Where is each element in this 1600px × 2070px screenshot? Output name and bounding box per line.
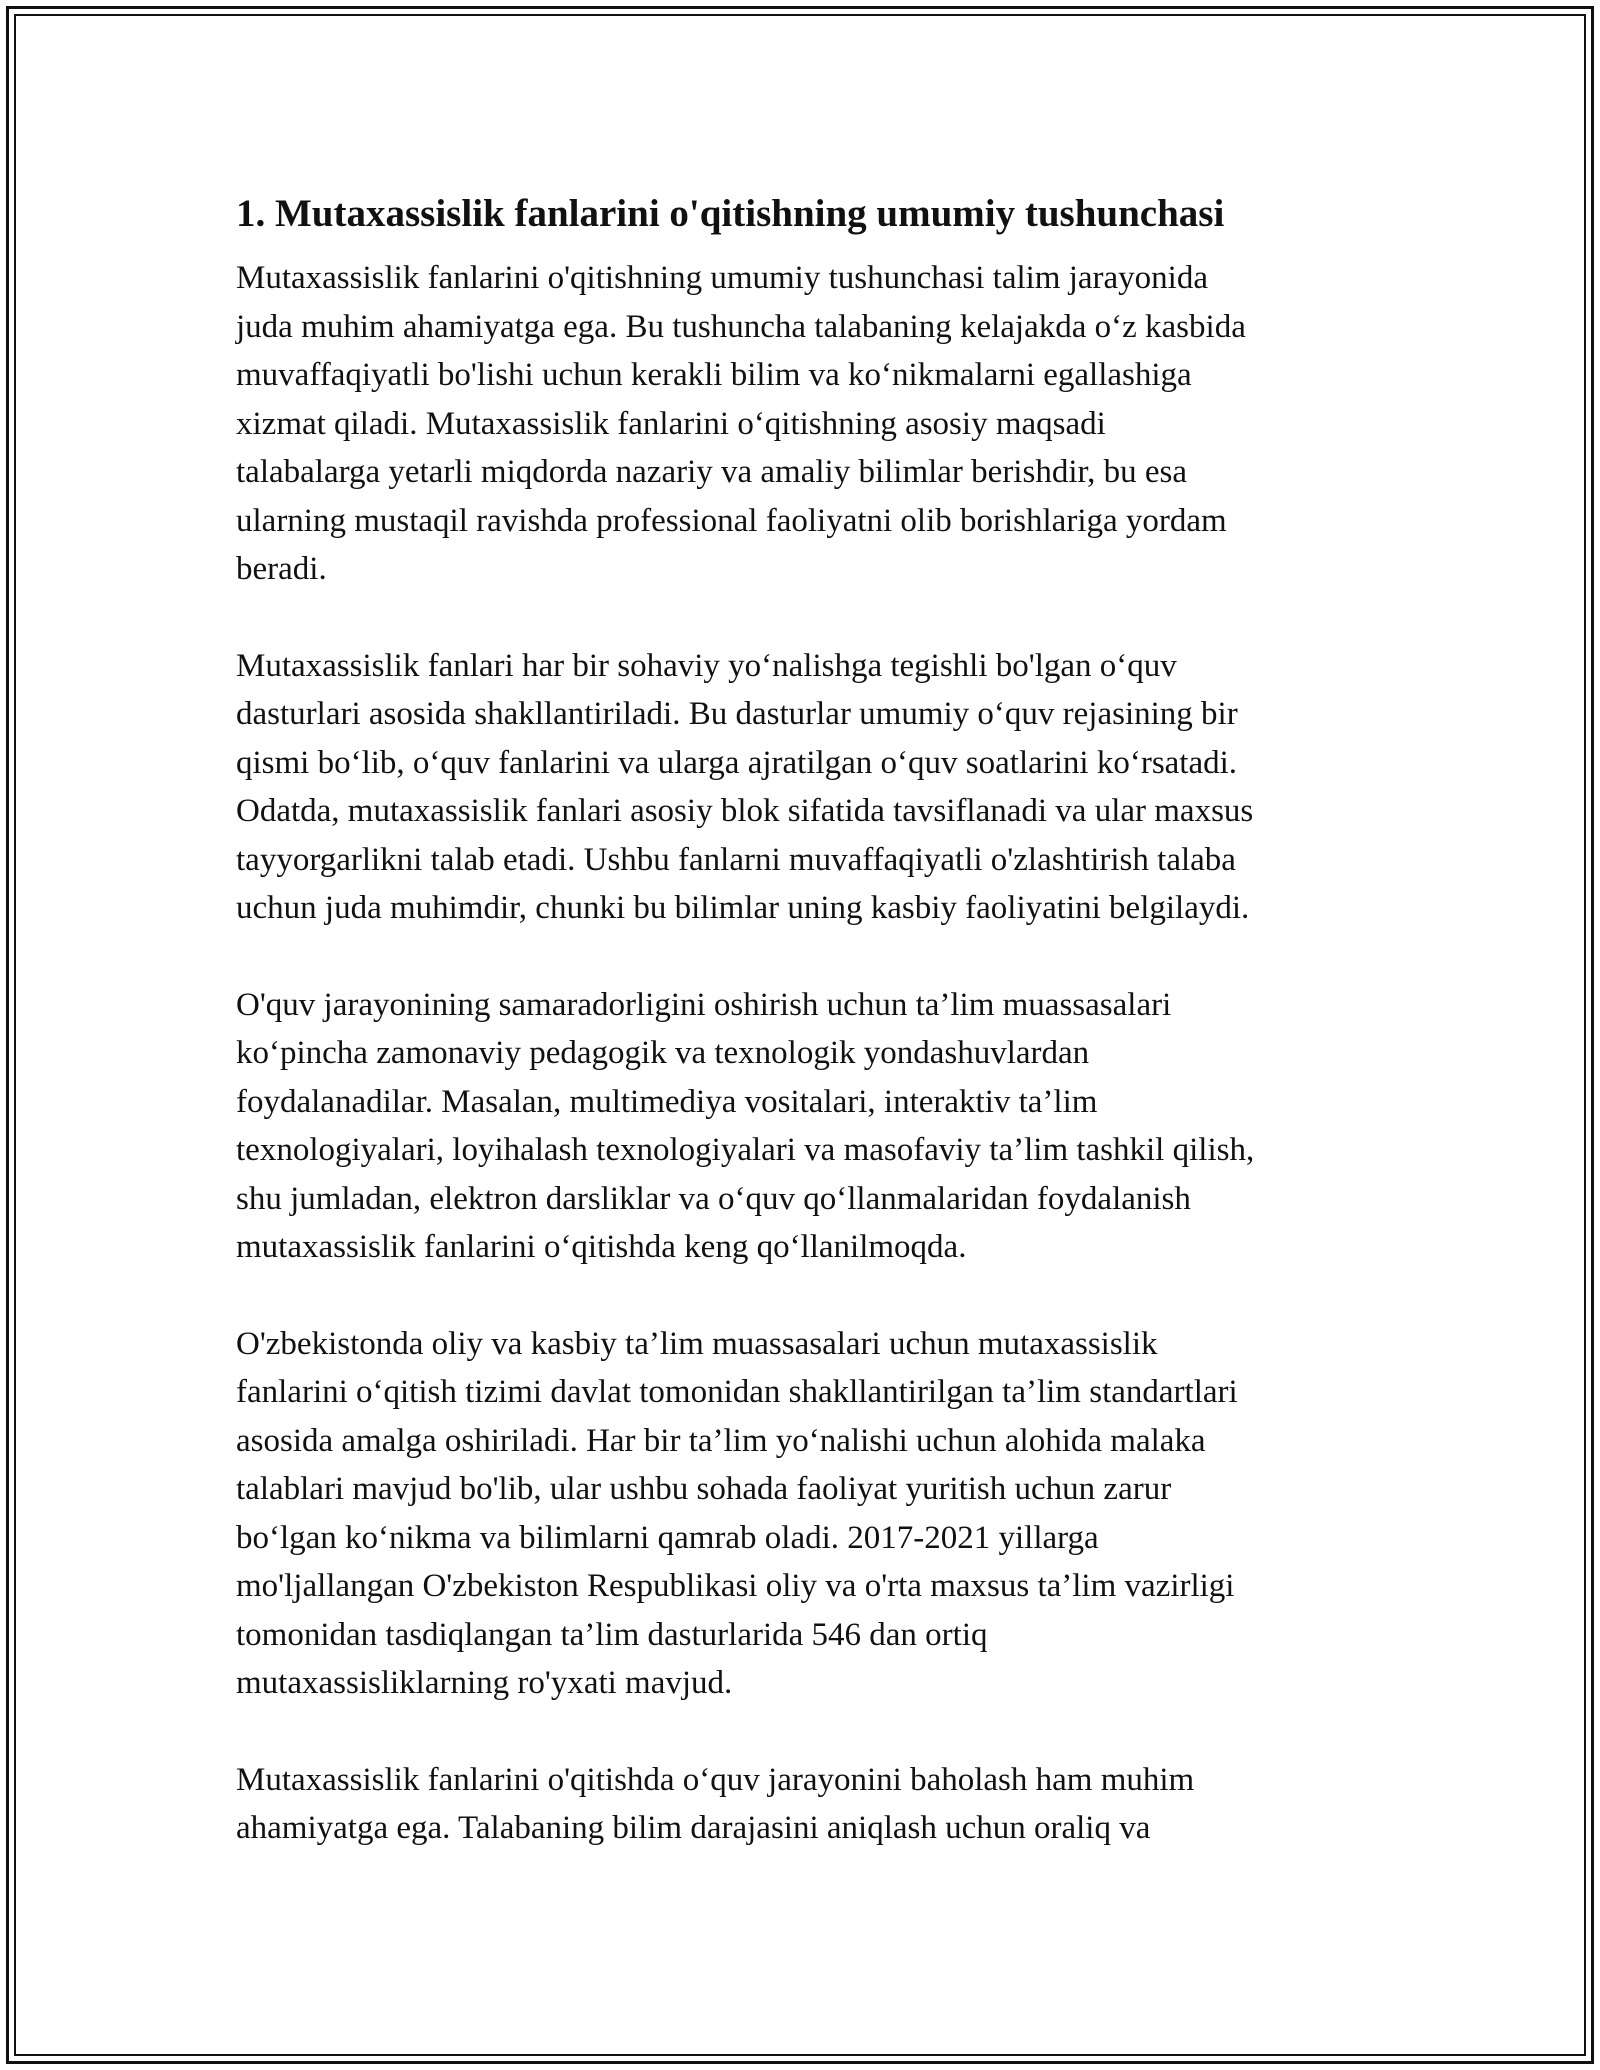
section-heading: 1. Mutaxassislik fanlarini o'qitishning umumiy tushunchasi xyxy=(236,192,1225,235)
text-line: foydalanadilar. Masalan, multimediya vositalari, interaktiv ta’lim xyxy=(236,1083,1098,1120)
paragraph-3 xyxy=(236,981,1376,1272)
paragraph-2 xyxy=(236,642,1376,933)
text-line: O'zbekistonda oliy va kasbiy ta’lim muassasalari uchun mutaxassislik xyxy=(236,1325,1158,1362)
text-line: ularning mustaqil ravishda professional faoliyatni olib borishlariga yordam xyxy=(236,502,1227,539)
text-line: uchun juda muhimdir, chunki bu bilimlar uning kasbiy faoliyatini belgilaydi. xyxy=(236,890,1250,926)
text-line: shu jumladan, elektron darsliklar va o‘quv qo‘llanmalaridan foydalanish xyxy=(236,1180,1191,1217)
text-line: mutaxassisliklarning ro'yxati mavjud. xyxy=(236,1665,733,1701)
text-line: talabalarga yetarli miqdorda nazariy va amaliy bilimlar berishdir, bu esa xyxy=(236,454,1188,490)
text-line: mutaxassislik fanlarini o‘qitishda keng qo‘llanilmoqda. xyxy=(236,1229,967,1265)
text-line: bo‘lgan ko‘nikma va bilimlarni qamrab oladi. 2017-2021 yillarga xyxy=(236,1519,1099,1556)
text-line: fanlarini o‘qitish tizimi davlat tomonidan shakllantirilgan ta’lim standartlari xyxy=(236,1374,1238,1410)
text-line: juda muhim ahamiyatga ega. Bu tushuncha talabaning kelajakda o‘z kasbida xyxy=(236,308,1246,345)
paragraph-1 xyxy=(236,254,1376,594)
text-line: ko‘pincha zamonaviy pedagogik va texnologik yondashuvlardan xyxy=(236,1035,1090,1071)
text-line: O'quv jarayonining samaradorligini oshirish uchun ta’lim muassasalari xyxy=(236,986,1172,1023)
text-line: qismi bo‘lib, o‘quv fanlarini va ularga ajratilgan o‘quv soatlarini ko‘rsatadi. xyxy=(236,744,1238,781)
text-line: ahamiyatga ega. Talabaning bilim darajasini aniqlash uchun oraliq va xyxy=(236,1810,1151,1846)
paragraph-4 xyxy=(236,1320,1376,1708)
text-line: muvaffaqiyatli bo'lishi uchun kerakli bilim va ko‘nikmalarni egallashiga xyxy=(236,357,1192,393)
text-line: beradi. xyxy=(236,551,327,587)
text-line: dasturlari asosida shakllantiriladi. Bu dasturlar umumiy o‘quv rejasining bir xyxy=(236,696,1238,732)
text-line: Mutaxassislik fanlarini o'qitishda o‘quv jarayonini baholash ham muhim xyxy=(236,1761,1195,1798)
text-line: mo'ljallangan O'zbekiston Respublikasi oliy va o'rta maxsus ta’lim vazirligi xyxy=(236,1568,1235,1604)
paragraph-5 xyxy=(236,1756,1376,1853)
text-line: talablari mavjud bo'lib, ular ushbu sohada faoliyat yuritish uchun zarur xyxy=(236,1471,1172,1507)
text-line: tomonidan tasdiqlangan ta’lim dasturlarida 546 dan ortiq xyxy=(236,1616,988,1653)
text-line: Mutaxassislik fanlarini o'qitishning umumiy tushunchasi talim jarayonida xyxy=(236,260,1208,296)
text-line: asosida amalga oshiriladi. Har bir ta’lim yo‘nalishi uchun alohida malaka xyxy=(236,1422,1206,1459)
document-body xyxy=(236,188,1376,1901)
text-line: Mutaxassislik fanlari har bir sohaviy yo‘nalishga tegishli bo'lgan o‘quv xyxy=(236,647,1177,684)
text-line: texnologiyalari, loyihalash texnologiyalari va masofaviy ta’lim tashkil qilish, xyxy=(236,1132,1255,1168)
text-line: xizmat qiladi. Mutaxassislik fanlarini o‘qitishning asosiy maqsadi xyxy=(236,405,1106,442)
text-line: Odatda, mutaxassislik fanlari asosiy blok sifatida tavsiflanadi va ular maxsus xyxy=(236,793,1254,829)
text-line: tayyorgarlikni talab etadi. Ushbu fanlarni muvaffaqiyatli o'zlashtirish talaba xyxy=(236,841,1236,878)
